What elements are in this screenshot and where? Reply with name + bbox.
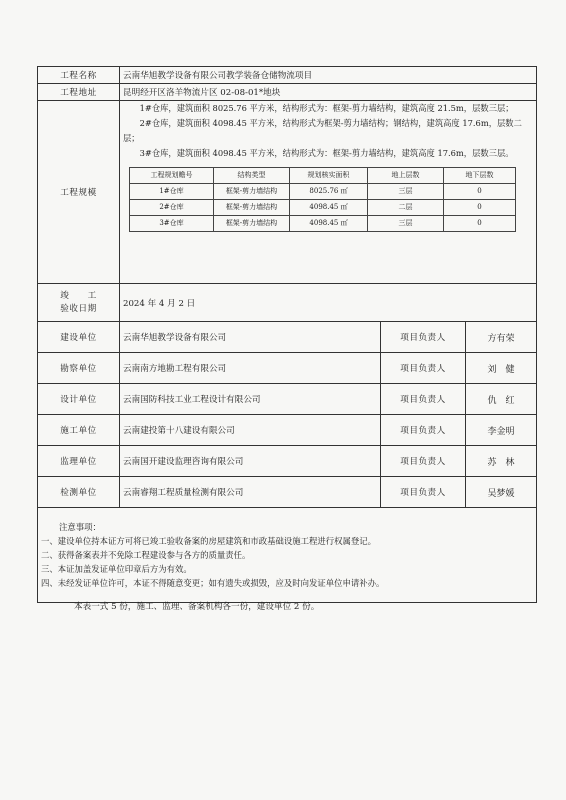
sub-cell: 2#仓库 bbox=[130, 200, 214, 216]
sub-cell: 8025.76 ㎡ bbox=[290, 184, 368, 200]
sub-header-cell: 结构类型 bbox=[214, 168, 290, 184]
sub-cell: 框架-剪力墙结构 bbox=[214, 200, 290, 216]
unit-name: 云南华旭教学设备有限公司 bbox=[120, 322, 381, 353]
row-unit-builder bbox=[38, 415, 537, 446]
project-scale-label: 工程规模 bbox=[38, 101, 120, 284]
row-project-address bbox=[38, 84, 537, 101]
row-project-scale bbox=[38, 101, 537, 284]
unit-name: 云南国开建设监理咨询有限公司 bbox=[120, 446, 381, 477]
sub-cell: 框架-剪力墙结构 bbox=[214, 216, 290, 232]
project-address-label: 工程地址 bbox=[38, 84, 120, 101]
sub-header-cell: 地下层数 bbox=[444, 168, 516, 184]
sub-cell: 3#仓库 bbox=[130, 216, 214, 232]
building-summary-table bbox=[129, 167, 516, 232]
unit-name: 云南睿翔工程质量检测有限公司 bbox=[120, 477, 381, 508]
sub-cell: 4098.45 ㎡ bbox=[290, 200, 368, 216]
notes-section bbox=[38, 508, 537, 603]
row-notes bbox=[38, 508, 537, 603]
project-name-label: 工程名称 bbox=[38, 67, 120, 84]
responsible-signature: 刘 健 bbox=[466, 353, 537, 384]
responsible-signature: 李金明 bbox=[466, 415, 537, 446]
project-name-value: 云南华旭教学设备有限公司教学装备仓储物流项目 bbox=[120, 67, 537, 84]
project-address-value: 昆明经开区洛羊物流片区 02-08-01*地块 bbox=[120, 84, 537, 101]
row-unit-construction bbox=[38, 322, 537, 353]
sub-header-cell: 工程规划赡号 bbox=[130, 168, 214, 184]
sub-table-header bbox=[130, 168, 516, 184]
completion-record-table bbox=[37, 66, 537, 603]
row-unit-supervision bbox=[38, 446, 537, 477]
responsible-signature: 方有荣 bbox=[466, 322, 537, 353]
responsible-label: 项目负责人 bbox=[381, 322, 466, 353]
project-scale-content bbox=[120, 101, 537, 284]
unit-label: 施工单位 bbox=[38, 415, 120, 446]
notes-item: 四、未经发证单位许可，本证不得随意变更；如有遗失或损毁，应及时向发证单位申请补办。 bbox=[41, 578, 385, 588]
sub-cell: 三层 bbox=[368, 216, 444, 232]
responsible-label: 项目负责人 bbox=[381, 384, 466, 415]
notes-item: 二、获得备案表并不免除工程建设参与各方的质量责任。 bbox=[41, 550, 251, 560]
scale-paragraph: 2#仓库，建筑面积 4098.45 平方米，结构形式为框架-剪力墙结构；钢结构，建筑高度 17.6m，层数二层； bbox=[123, 118, 522, 143]
responsible-label: 项目负责人 bbox=[381, 477, 466, 508]
unit-name: 云南南方地勘工程有限公司 bbox=[120, 353, 381, 384]
unit-label: 勘察单位 bbox=[38, 353, 120, 384]
completion-date-label-line1: 竣 工 bbox=[60, 290, 97, 301]
sub-table-row bbox=[130, 200, 516, 216]
sub-cell: 三层 bbox=[368, 184, 444, 200]
unit-label: 检测单位 bbox=[38, 477, 120, 508]
row-unit-testing bbox=[38, 477, 537, 508]
completion-date-label-line2: 验收日期 bbox=[60, 303, 97, 314]
sub-cell: 1#仓库 bbox=[130, 184, 214, 200]
row-unit-survey bbox=[38, 353, 537, 384]
scale-paragraph: 3#仓库，建筑面积 4098.45 平方米，结构形式为：框架-剪力墙结构，建筑高度 17.6m，层数三层。 bbox=[139, 148, 514, 158]
sub-cell: 4098.45 ㎡ bbox=[290, 216, 368, 232]
row-completion-date bbox=[38, 284, 537, 322]
unit-name: 云南建投第十八建设有限公司 bbox=[120, 415, 381, 446]
notes-title: 注意事项： bbox=[59, 522, 101, 532]
sub-cell: 0 bbox=[444, 200, 516, 216]
completion-date-value: 2024 年 4 月 2 日 bbox=[120, 284, 537, 322]
responsible-signature: 苏 林 bbox=[466, 446, 537, 477]
scale-paragraph: 1#仓库，建筑面积 8025.76 平方米，结构形式为：框架-剪力墙结构，建筑高度 21.5m，层数三层； bbox=[139, 103, 514, 113]
notes-item: 三、本证加盖发证单位印章后方为有效。 bbox=[41, 564, 192, 574]
responsible-label: 项目负责人 bbox=[381, 415, 466, 446]
footer-note: 本表一式 5 份，施工、监理、备案机构各一份，建设单位 2 份。 bbox=[74, 602, 320, 612]
unit-label: 建设单位 bbox=[38, 322, 120, 353]
sub-table-row bbox=[130, 184, 516, 200]
sub-cell: 二层 bbox=[368, 200, 444, 216]
responsible-label: 项目负责人 bbox=[381, 353, 466, 384]
notes-item: 一、建设单位持本证方可将已竣工验收备案的房屋建筑和市政基础设施工程进行权属登记。 bbox=[41, 536, 376, 546]
responsible-signature: 仇 红 bbox=[466, 384, 537, 415]
sub-cell: 0 bbox=[444, 216, 516, 232]
unit-label: 监理单位 bbox=[38, 446, 120, 477]
responsible-label: 项目负责人 bbox=[381, 446, 466, 477]
completion-date-label bbox=[38, 284, 120, 322]
unit-label: 设计单位 bbox=[38, 384, 120, 415]
responsible-signature: 吴梦媛 bbox=[466, 477, 537, 508]
sub-cell: 框架-剪力墙结构 bbox=[214, 184, 290, 200]
unit-name: 云南国防科技工业工程设计有限公司 bbox=[120, 384, 381, 415]
sub-cell: 0 bbox=[444, 184, 516, 200]
row-project-name bbox=[38, 67, 537, 84]
row-unit-design bbox=[38, 384, 537, 415]
sub-header-cell: 规划核实面积 bbox=[290, 168, 368, 184]
sub-table-row bbox=[130, 216, 516, 232]
sub-header-cell: 地上层数 bbox=[368, 168, 444, 184]
